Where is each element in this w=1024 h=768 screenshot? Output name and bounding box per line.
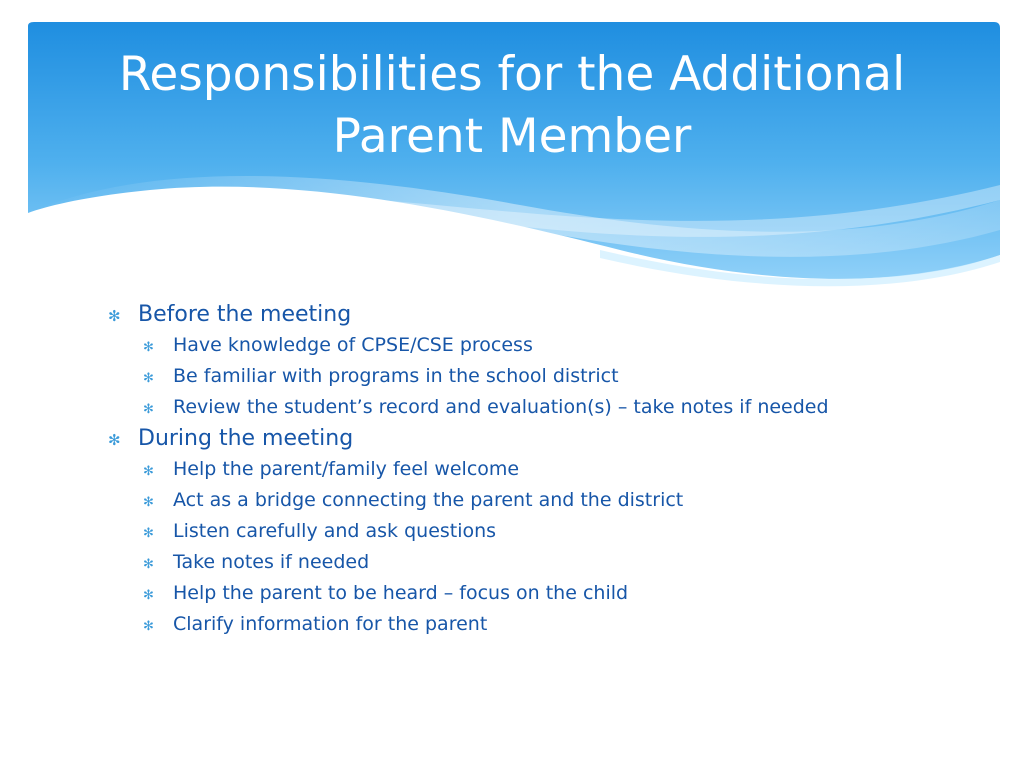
section-heading-during [108,424,988,455]
title-line-2: Parent Member [332,109,692,164]
bullet-list [108,300,988,641]
list-item-text: Listen carefully and ask questions [173,520,497,542]
section-label: During the meeting [138,426,354,451]
asterisk-bullet-icon: ✻ [143,340,154,355]
list-item-text: Review the student’s record and evaluation(s) – take notes if needed [173,396,829,418]
list-item [143,455,988,486]
list-item [143,548,988,579]
asterisk-bullet-icon: ✻ [143,526,154,541]
list-item-text: Have knowledge of CPSE/CSE process [173,334,533,356]
list-item-text: Act as a bridge connecting the parent and the district [173,489,684,511]
asterisk-bullet-icon: ✻ [143,495,154,510]
asterisk-bullet-icon: ✻ [143,557,154,572]
list-item [143,610,988,641]
asterisk-bullet-icon: ✻ [108,307,121,325]
list-item-text: Help the parent/family feel welcome [173,458,520,480]
list-item-text: Take notes if needed [173,551,370,573]
section-label: Before the meeting [138,302,352,327]
asterisk-bullet-icon: ✻ [143,464,154,479]
list-item [143,517,988,548]
list-item [143,486,988,517]
title-line-1: Responsibilities for the Additional [118,47,906,102]
asterisk-bullet-icon: ✻ [143,371,154,386]
asterisk-bullet-icon: ✻ [143,402,154,417]
asterisk-bullet-icon: ✻ [108,431,121,449]
slide-title [60,44,964,168]
asterisk-bullet-icon: ✻ [143,619,154,634]
list-item [143,362,988,393]
section-heading-before [108,300,988,331]
list-item [143,331,988,362]
list-item [143,393,988,424]
list-item-text: Help the parent to be heard – focus on the child [173,582,629,604]
list-item-text: Clarify information for the parent [173,613,488,635]
list-item [143,579,988,610]
asterisk-bullet-icon: ✻ [143,588,154,603]
list-item-text: Be familiar with programs in the school district [173,365,619,387]
